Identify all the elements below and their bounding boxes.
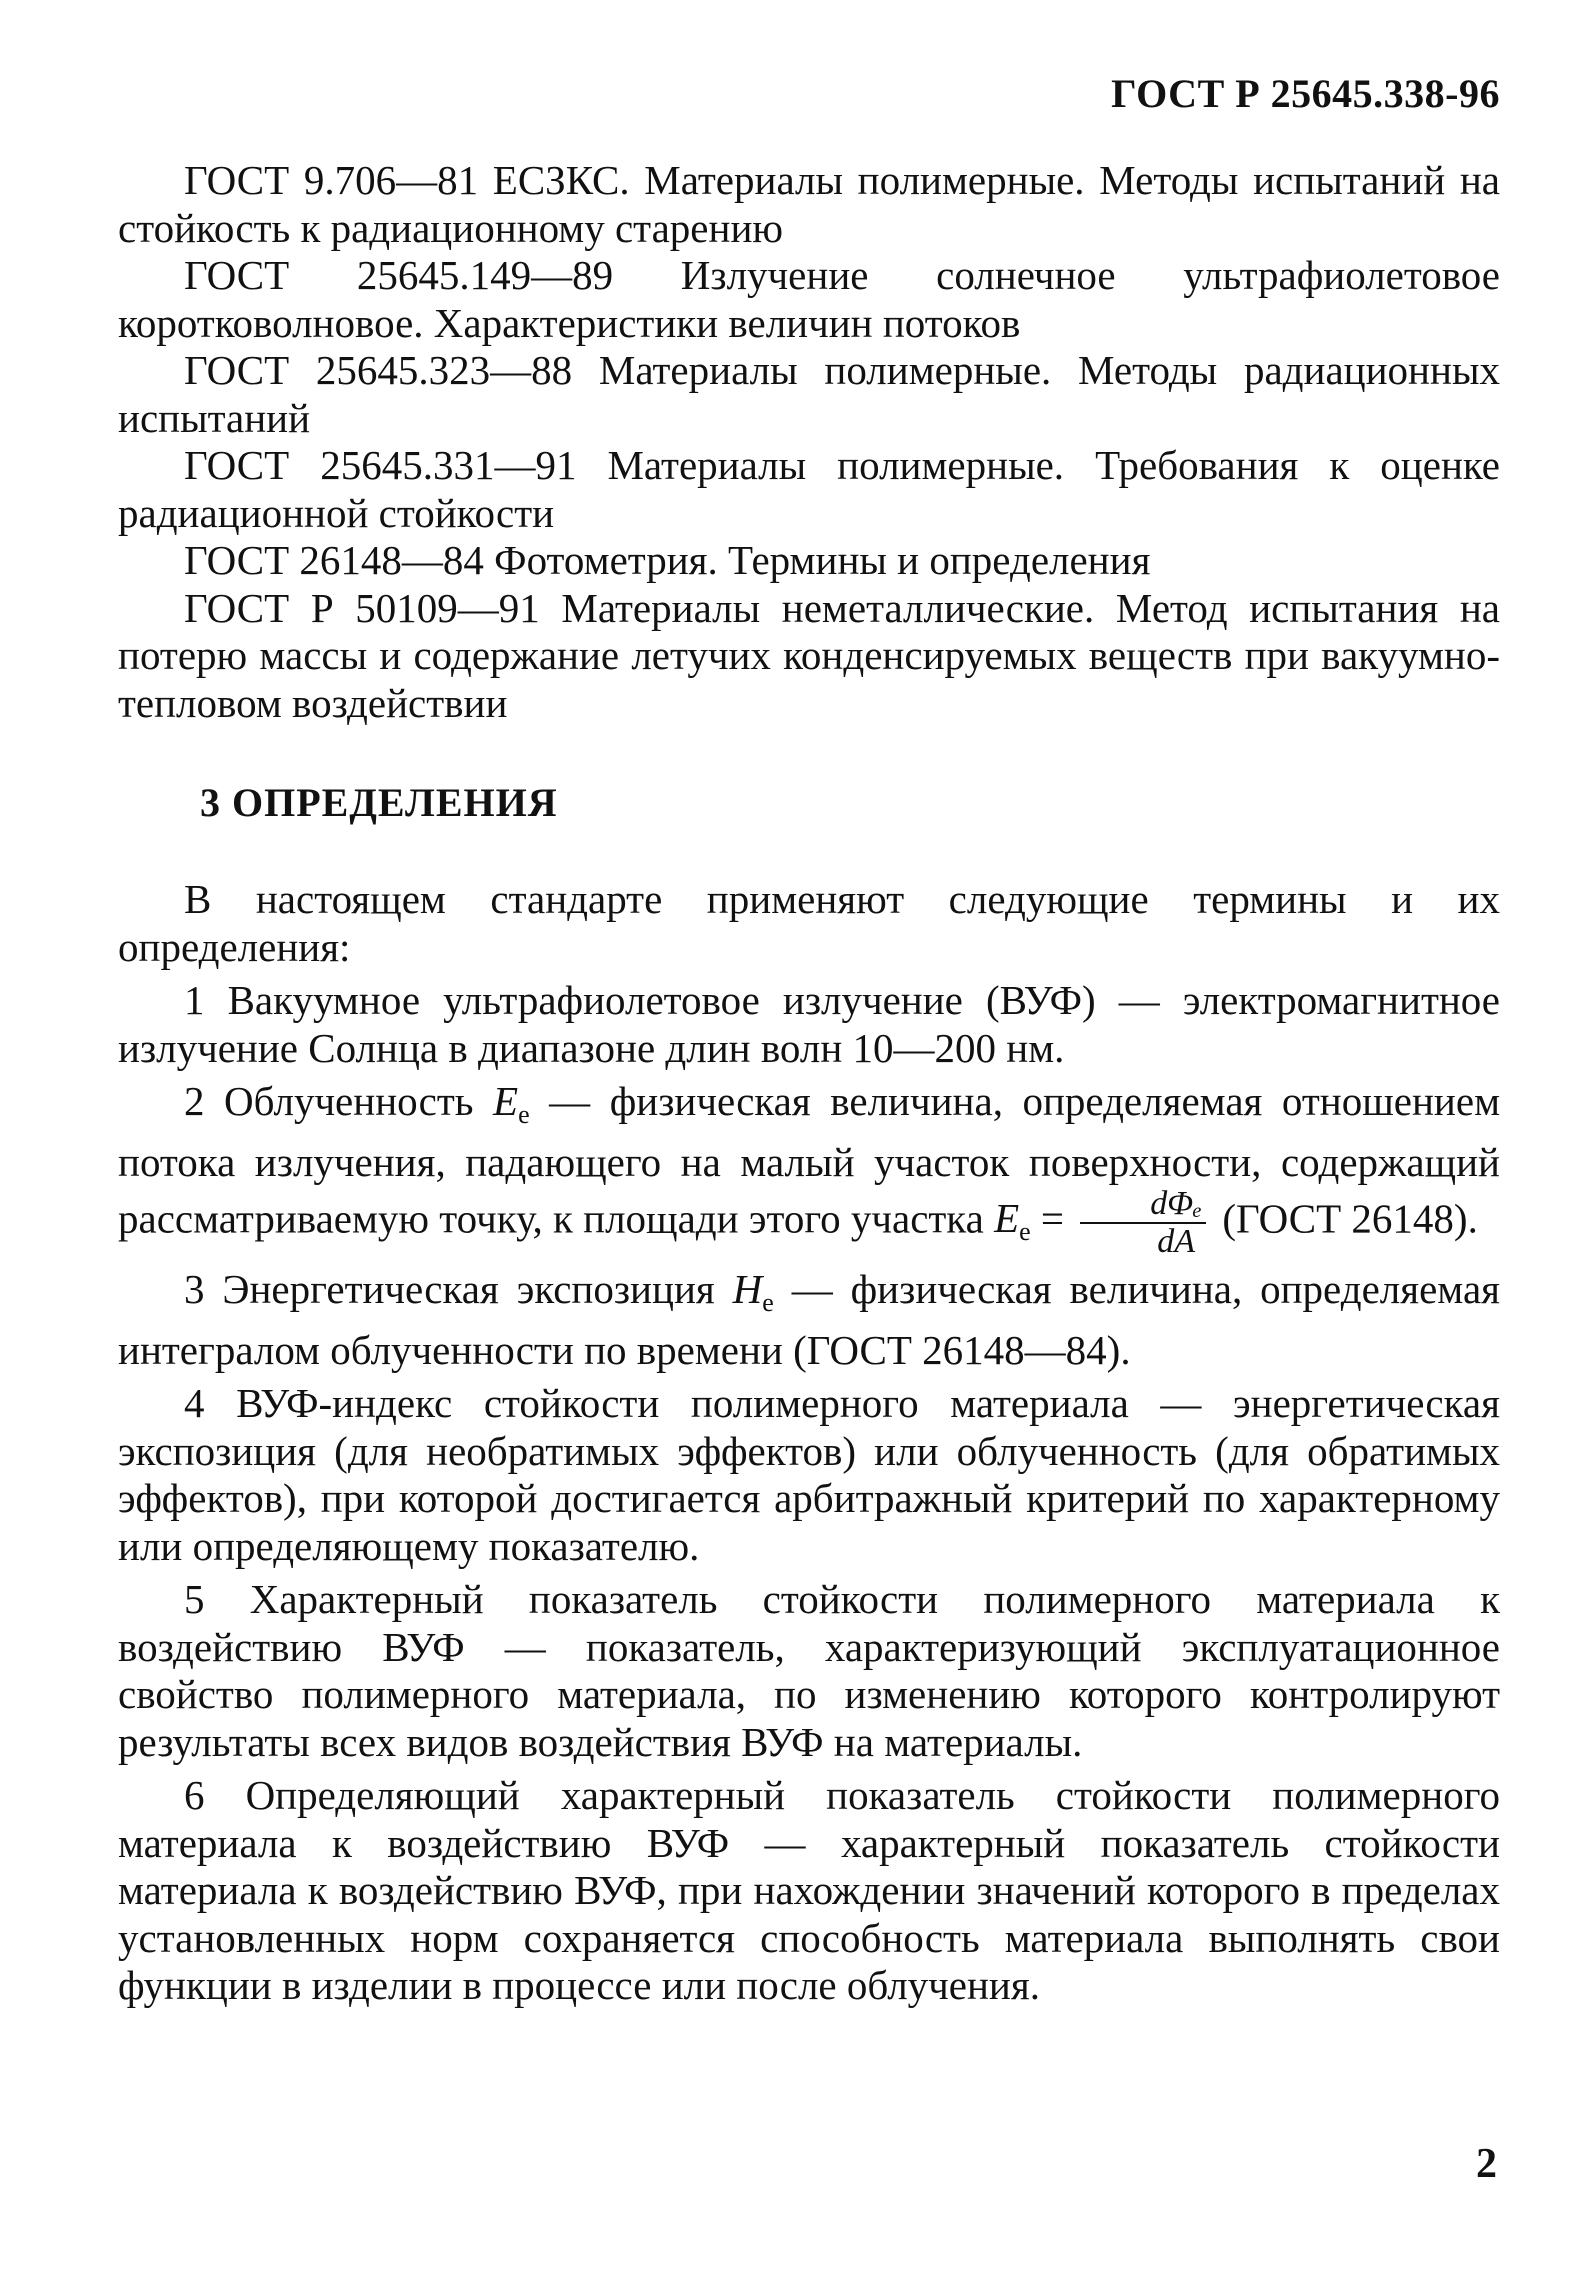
definition-3-text: — физическая величина, определяемая интегралом облученности по времени (ГОСТ 26148—84). — [118, 1266, 1501, 1373]
definition-6: 6 Определяющий характерный показатель стойкости полимерного материала к воздействию ВУФ — характерный показатель стойкости материала к воздействию ВУФ, при нахождении значений которого в пределах установленных норм сохраняется способность материала выполнять свои функции в изделии в процессе или после облучения. — [118, 1772, 1500, 2008]
definition-5: 5 Характерный показатель стойкости полимерного материала к воздействию ВУФ — показатель, характеризующий эксплуатационное свойство полимерного материала, по изменению которого контролируют результаты всех видов воздействия ВУФ на материалы. — [118, 1576, 1500, 1765]
equation-sign: = — [1040, 1195, 1065, 1242]
definition-3-lead: 3 Энергетическая экспозиция — [184, 1266, 715, 1312]
exposure-symbol: $H_e$ — [732, 1266, 774, 1317]
definition-2 — [118, 1078, 1500, 1260]
reference-item: ГОСТ 26148—84 Фотометрия. Термины и определения — [184, 537, 1151, 583]
reference-item: ГОСТ 25645.323—88 Материалы полимерные. Методы радиационных испытаний — [118, 347, 1500, 441]
reference-item: ГОСТ 9.706—81 ЕСЗКС. Материалы полимерные. Методы испытаний на стойкость к радиационному старению — [118, 157, 1500, 251]
irradiance-symbol: $E_e$ — [493, 1078, 530, 1129]
definition-3 — [118, 1266, 1500, 1374]
definition-2-lead: 2 Облученность — [184, 1078, 474, 1124]
references-list — [118, 157, 1500, 727]
definition-1: 1 Вакуумное ультрафиолетовое излучение (ВУФ) — электромагнитное излучение Солнца в диапазоне длин волн 10—200 нм. — [118, 977, 1500, 1071]
equation-fraction — [1080, 1186, 1206, 1260]
fraction-numerator: dΦₑ — [1080, 1186, 1206, 1224]
definitions — [118, 876, 1500, 2010]
reference-item: ГОСТ Р 50109—91 Материалы неметаллические. Метод испытания на потерю массы и содержание летучих конденсируемых веществ при вакуумно-тепловом воздействии — [118, 584, 1500, 726]
definition-4: 4 ВУФ-индекс стойкости полимерного материала — энергетическая экспозиция (для необратимых эффектов) или облученность (для обратимых эффектов), при которой достигается арбитражный критерий по характерному или определяющему показателю. — [118, 1380, 1500, 1569]
page-number: 2 — [1476, 2141, 1497, 2187]
definitions-intro: В настоящем стандарте применяют следующие термины и их определения: — [118, 876, 1500, 970]
reference-item: ГОСТ 25645.331—91 Материалы полимерные. Требования к оценке радиационной стойкости — [118, 442, 1500, 536]
document-header: ГОСТ Р 25645.338-96 — [1111, 71, 1500, 116]
definition-2-tail: (ГОСТ 26148). — [1222, 1195, 1478, 1242]
fraction-denominator: dA — [1157, 1223, 1196, 1260]
definition-2-text: — физическая величина, определяемая отношением потока излучения, падающего на малый участок поверхности, содержащий рассматриваемую точку, к площади этого участка — [118, 1078, 1501, 1242]
equation-symbol: $E_e$ — [994, 1195, 1031, 1247]
document-page — [118, 70, 1500, 2016]
reference-item: ГОСТ 25645.149—89 Излучение солнечное ультрафиолетовое коротковолновое. Характеристики величин потоков — [118, 252, 1500, 346]
section-heading: 3 ОПРЕДЕЛЕНИЯ — [200, 780, 558, 825]
